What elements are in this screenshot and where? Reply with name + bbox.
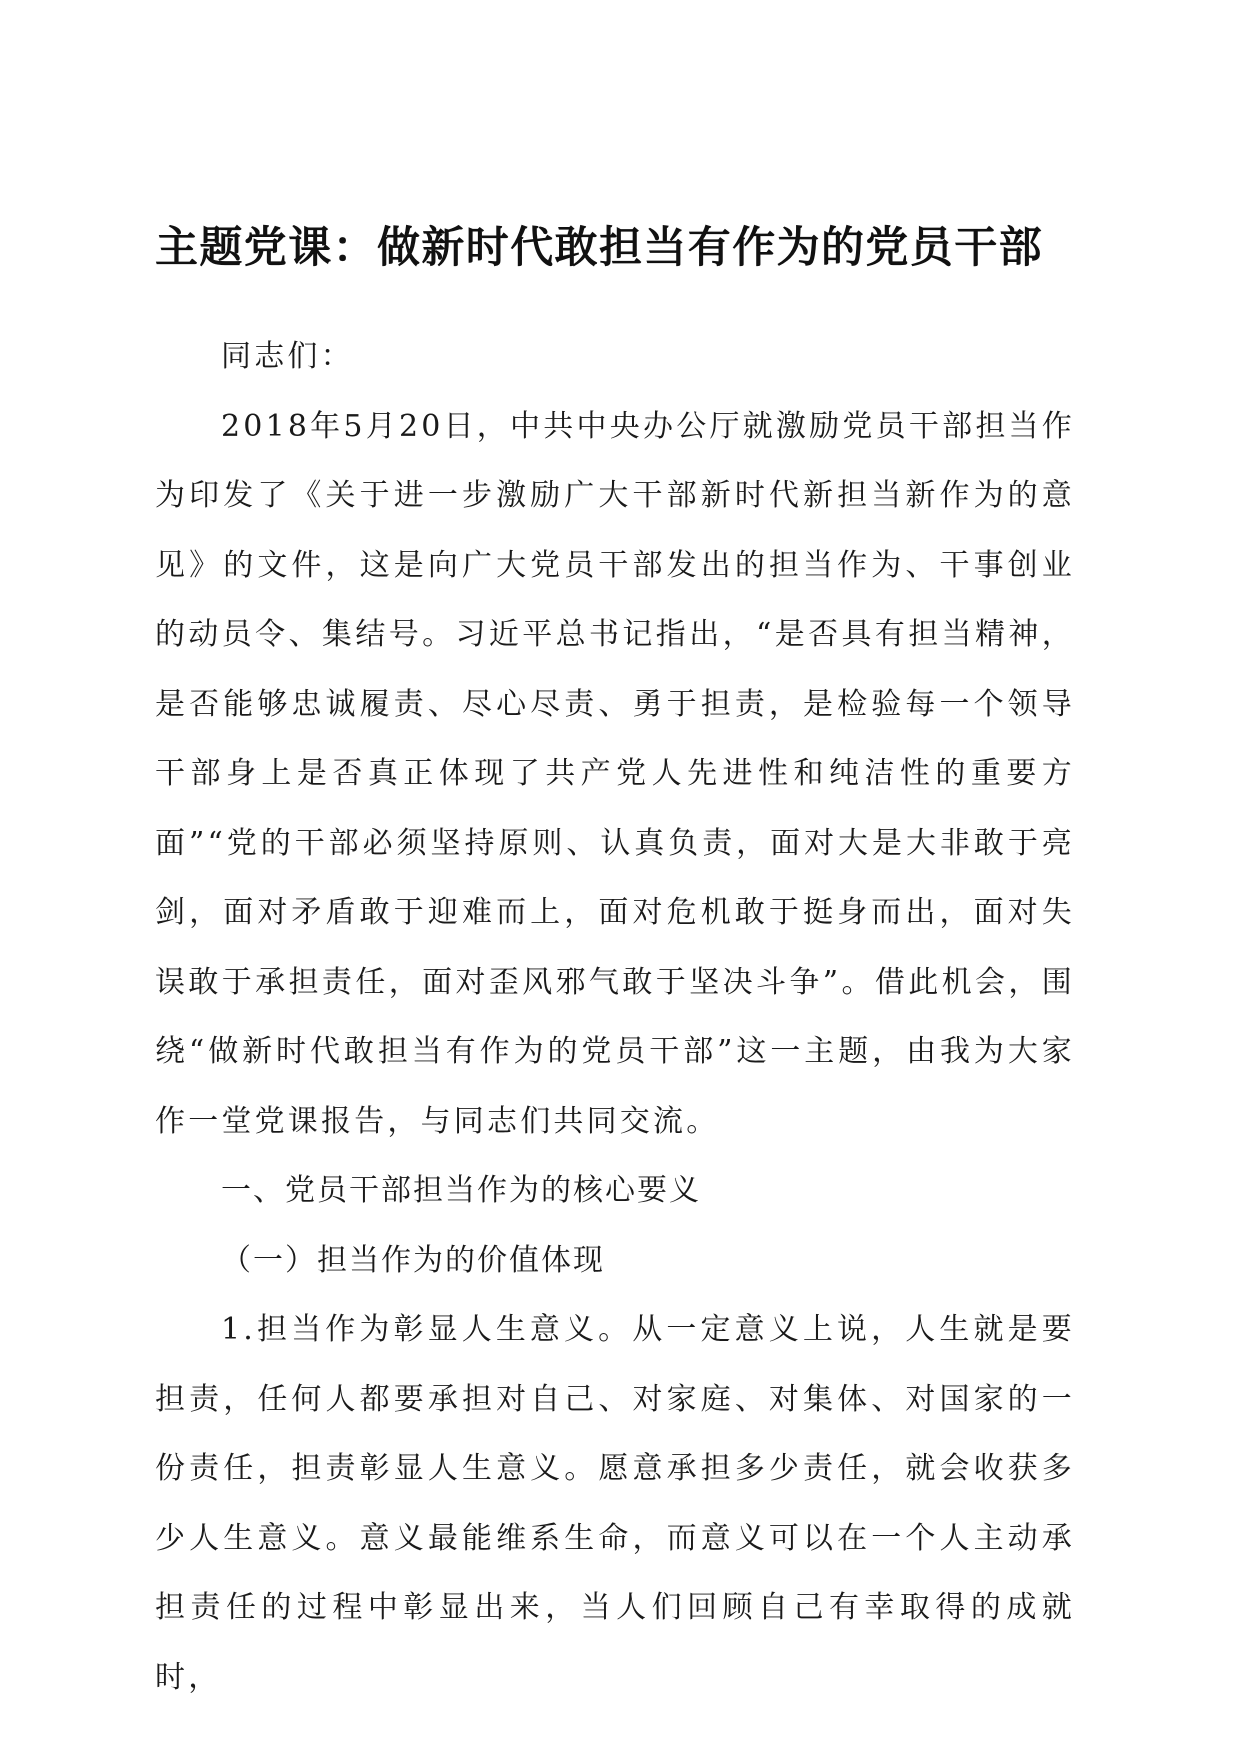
intro-paragraph: 2018年5月20日，中共中央办公厅就激励党员干部担当作为印发了《关于进一步激励广大干部新时代新担当新作为的意见》的文件，这是向广大党员干部发出的担当作为、干事创业的动员令、集结号。习近平总书记指出，“是否具有担当精神，是否能够忠诚履责、尽心尽责、勇于担责，是检验每一个领导干部身上是否真正体现了共产党人先进性和纯洁性的重要方面”“党的干部必须坚持原则、认真负责，面对大是大非敢于亮剑，面对矛盾敢于迎难而上，面对危机敢于挺身而出，面对失误敢于承担责任，面对歪风邪气敢于坚决斗争”。借此机会，围绕“做新时代敢担当有作为的党员干部”这一主题，由我为大家作一堂党课报告，与同志们共同交流。	[155, 408, 1075, 1139]
salutation: 同志们：	[221, 339, 354, 374]
document-body	[155, 322, 1075, 1712]
document-title: 主题党课：做新时代敢担当有作为的党员干部	[155, 223, 1043, 273]
point-paragraph: 1.担当作为彰显人生意义。从一定意义上说，人生就是要担责，任何人都要承担对自己、对家庭、对集体、对国家的一份责任，担责彰显人生意义。愿意承担多少责任，就会收获多少人生意义。意义最能维系生命，而意义可以在一个人主动承担责任的过程中彰显出来，当人们回顾自己有幸取得的成就时，	[155, 1312, 1075, 1695]
subsection-heading: （一）担当作为的价值体现	[221, 1242, 605, 1278]
section-heading: 一、党员干部担当作为的核心要义	[221, 1173, 701, 1208]
